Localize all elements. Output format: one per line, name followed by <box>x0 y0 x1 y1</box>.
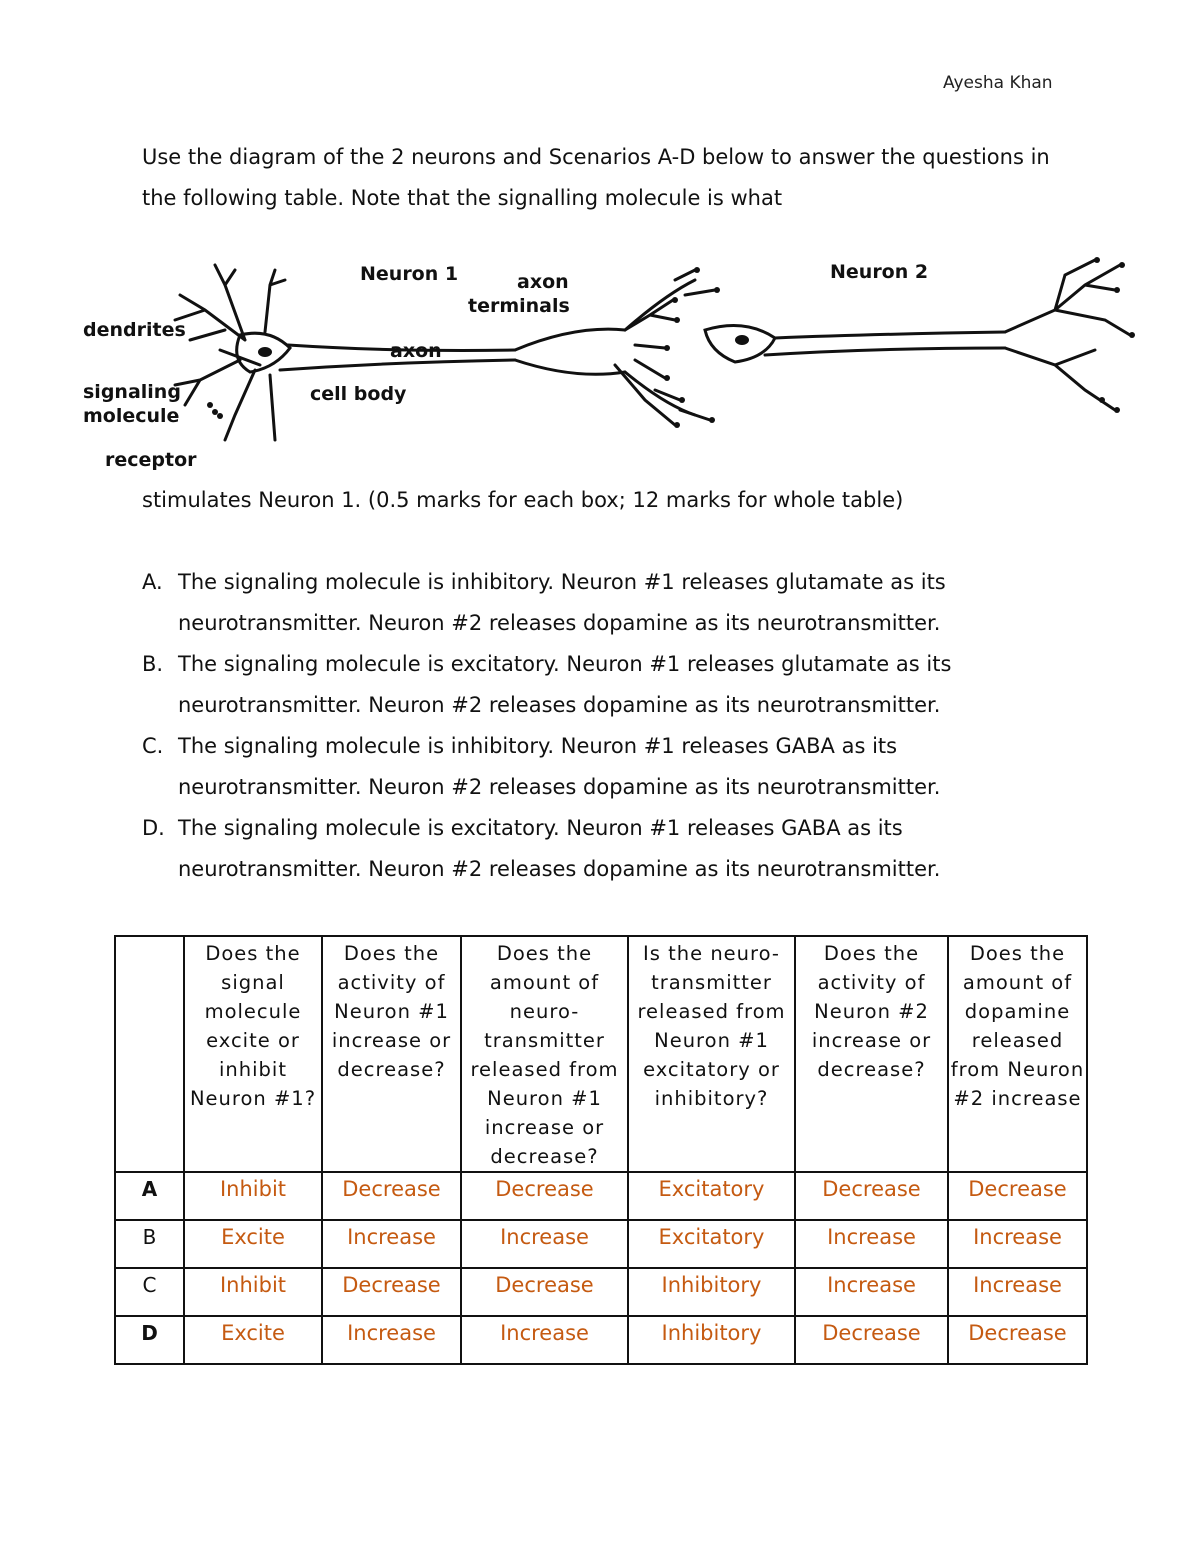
scenario-item <box>142 562 1072 644</box>
answer-cell[interactable]: Increase <box>948 1268 1087 1316</box>
label-neuron-1: Neuron 1 <box>360 263 459 285</box>
author-name: Ayesha Khan <box>943 73 1053 93</box>
table-row <box>115 1316 1087 1364</box>
answer-cell[interactable]: Decrease <box>322 1268 461 1316</box>
scenario-list <box>142 562 1072 890</box>
table-header-cell <box>115 936 184 1172</box>
scenario-text: The signaling molecule is excitatory. Neuron #1 releases GABA as its neurotransmitter. Neuron #2 releases dopamine as its neurotransmitter. <box>178 816 941 881</box>
answer-cell[interactable]: Increase <box>322 1220 461 1268</box>
answer-cell[interactable]: Decrease <box>948 1172 1087 1220</box>
answer-cell[interactable]: Excitatory <box>628 1172 795 1220</box>
answer-table <box>114 935 1088 1365</box>
answer-cell[interactable]: Inhibitory <box>628 1268 795 1316</box>
label-axon-terminals-1: axon <box>517 271 569 293</box>
label-neuron-2: Neuron 2 <box>830 261 929 283</box>
label-cell-body: cell body <box>310 383 407 405</box>
answer-cell[interactable]: Decrease <box>461 1268 628 1316</box>
scenario-text: The signaling molecule is excitatory. Neuron #1 releases glutamate as its neurotransmitter. Neuron #2 releases dopamine as its neurotransmitter. <box>178 652 952 717</box>
answer-cell[interactable]: Increase <box>795 1220 948 1268</box>
row-label: C <box>115 1268 184 1316</box>
table-header-cell: Is the neuro-transmitter released from Neuron #1 excitatory or inhibitory? <box>628 936 795 1172</box>
table-header-cell: Does the activity of Neuron #2 increase or decrease? <box>795 936 948 1172</box>
scenario-item <box>142 726 1072 808</box>
answer-cell[interactable]: Excitatory <box>628 1220 795 1268</box>
table-header-cell: Does the amount of dopamine released from Neuron #2 increase <box>948 936 1087 1172</box>
answer-cell[interactable]: Inhibit <box>184 1172 322 1220</box>
row-label: D <box>115 1316 184 1364</box>
scenario-letter: A. <box>142 570 163 594</box>
table-header-row <box>115 936 1087 1172</box>
label-axon: axon <box>390 340 442 362</box>
scenario-letter: C. <box>142 734 164 758</box>
label-axon-terminals-2: terminals <box>468 295 570 317</box>
answer-cell[interactable]: Inhibit <box>184 1268 322 1316</box>
label-dendrites: dendrites <box>83 319 186 341</box>
answer-cell[interactable]: Inhibitory <box>628 1316 795 1364</box>
table-header-cell: Does the activity of Neuron #1 increase or decrease? <box>322 936 461 1172</box>
row-label: B <box>115 1220 184 1268</box>
row-label: A <box>115 1172 184 1220</box>
answer-cell[interactable]: Excite <box>184 1220 322 1268</box>
scenario-letter: D. <box>142 816 165 840</box>
label-signaling: signaling <box>83 381 181 403</box>
scenario-text: The signaling molecule is inhibitory. Neuron #1 releases GABA as its neurotransmitter. Neuron #2 releases dopamine as its neurotransmitter. <box>178 734 941 799</box>
answer-cell[interactable]: Increase <box>795 1268 948 1316</box>
answer-cell[interactable]: Increase <box>322 1316 461 1364</box>
scenario-text: The signaling molecule is inhibitory. Neuron #1 releases glutamate as its neurotransmitter. Neuron #2 releases dopamine as its neurotransmitter. <box>178 570 946 635</box>
answer-cell[interactable]: Increase <box>948 1220 1087 1268</box>
answer-cell[interactable]: Decrease <box>461 1172 628 1220</box>
intro-text-continued: stimulates Neuron 1. (0.5 marks for each box; 12 marks for whole table) <box>142 488 904 512</box>
answer-cell[interactable]: Decrease <box>795 1172 948 1220</box>
table-row <box>115 1172 1087 1220</box>
scenario-item <box>142 644 1072 726</box>
answer-cell[interactable]: Decrease <box>948 1316 1087 1364</box>
table-header-cell: Does the amount of neuro-transmitter released from Neuron #1 increase or decrease? <box>461 936 628 1172</box>
table-row <box>115 1268 1087 1316</box>
neuron-diagram <box>75 240 1145 480</box>
table-header-cell: Does the signal molecule excite or inhibit Neuron #1? <box>184 936 322 1172</box>
answer-cell[interactable]: Excite <box>184 1316 322 1364</box>
answer-cell[interactable]: Increase <box>461 1220 628 1268</box>
answer-cell[interactable]: Decrease <box>322 1172 461 1220</box>
scenario-letter: B. <box>142 652 164 676</box>
label-receptor: receptor <box>105 449 197 471</box>
label-molecule: molecule <box>83 405 180 427</box>
answer-cell[interactable]: Decrease <box>795 1316 948 1364</box>
answer-cell[interactable]: Increase <box>461 1316 628 1364</box>
table-row <box>115 1220 1087 1268</box>
scenario-item <box>142 808 1072 890</box>
intro-text: Use the diagram of the 2 neurons and Scenarios A-D below to answer the questions in the following table. Note that the signalling molecule is what <box>142 145 1050 210</box>
